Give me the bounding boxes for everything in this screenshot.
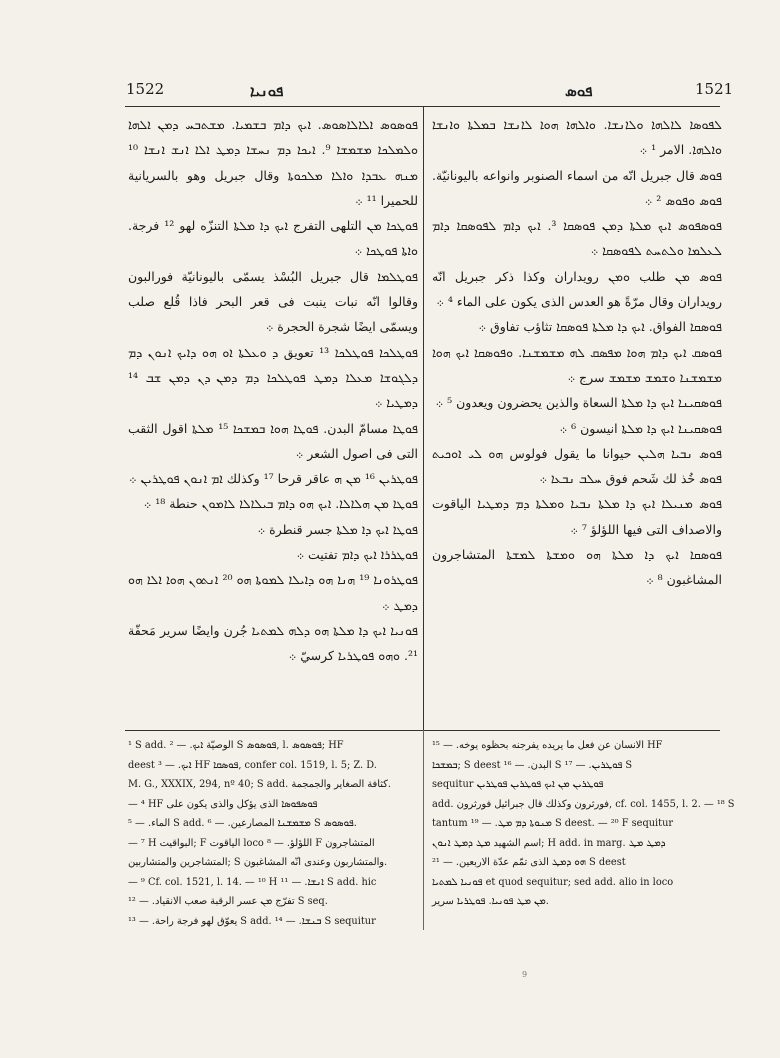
footnote-divider bbox=[423, 730, 424, 930]
entry: ܦܘܣܦܘܣ ܐܝܟ ܡܠܬܐ ܕܡܢ ܦܘܣܩܐ ³. ܐܝܟ ܕܐܡ ܠܦܘܣܩܐ ܕܐܡ ܠܥܠܡܐ ܘܠܬܚܬ ܠܦܘܣܩܐ ܀ bbox=[432, 218, 722, 259]
right-page-number: 1521 bbox=[695, 80, 734, 98]
entry: ܠܦܘܣܐ ܠܐܠܗܐ ܘܠܐܢܫܐ. ܘܐܠܗܐ ܗܘܐ ܠܐܢܫܐ ܒܡܠܬܐ ܘܐܢܫܐ ܘܐܠܗܐ. الامر ¹ ܀ bbox=[432, 117, 722, 158]
entry: ܦܘܣܩܐ الفواق. ܐܝܟ ܕܐ ܡܠܬܐ ܦܘܣܩܐ تثاؤب تفاوق ܀ bbox=[478, 319, 722, 335]
footnote-line: ¹ S add. الوصيّة ܐܝܟ. — ² S ܦܘܣܘܣ, l. ܦܘܣܘܣ; HF bbox=[128, 740, 344, 751]
footnote-line: add. فورثرون وكذلك قال جبرائيل فورثرون, cf. col. 1455, l. 2. — ¹⁸ S bbox=[432, 798, 735, 810]
footnote-line: ܗܘ ܕܡܛ الذى تمّم عدّة الاربعين. — ²¹ S deest bbox=[432, 857, 626, 868]
entry: ܦܘܣܩܝܢܐ ܐܝܟ ܕܐ ܡܠܬܐ انيسون ⁶ ܀ bbox=[559, 420, 722, 436]
entry: ܦܘܛܟܐ ܡܢ التلهى التفرج ܐܝܟ ܕܐ ܡܠܬܐ التنزّه لهو ¹² فرجة. ܘܐܬܐ ܦܘܛܟܐ ܀ bbox=[128, 218, 419, 259]
entry: ܦܘܛܐ ܡܢ ܗܠܐܠܐ. ܐܝܟ ܗܘ ܕܐܡ ܒܝܠܐܠܐ ܠܐܡܘܢ حنطة ¹⁸ ܀ bbox=[143, 496, 418, 512]
left-page-number: 1522 bbox=[126, 80, 165, 98]
footnotes-left bbox=[128, 736, 413, 931]
entry: ܦܘܛܐ مسامّ البدن. ܦܘܛܐ ܗܘܐ ܒܡܫܟܐ ¹⁵ ܡܠܬܐ اقول الثقب التى فى اصول الشعر ܀ bbox=[128, 420, 419, 461]
left-running-head: ܦܘܢܝܐ bbox=[250, 82, 284, 100]
footnote-line: الماء. — ⁵ S add. ܡܫܡܫܢܐ المصارعين. — ⁶ S ܦܘܣܘܣ. bbox=[128, 818, 357, 829]
footnote-line: الانسان عن فعل ما يريده يفرجنه بحظوه يوخه. — ¹⁵ HF bbox=[432, 740, 663, 751]
footnote-line: — ⁴ HF ܦܘܣܦܘܣܐ الذى يؤكل والذى يكون على bbox=[128, 798, 318, 810]
footnote-line: sequitur ܦܘܛܪܝܢ ܡܢ ܐܝܟ ܦܘܛܪܝܢ ܦܘܛܪܝܢ bbox=[432, 779, 604, 790]
footnote-line: tantum ܡܢܘܬܐ ܕܡ ܡܛ. — ¹⁹ S deest. — ²⁰ F sequitur bbox=[432, 818, 674, 829]
entry: ܦܘܣ ܢܒܝܐ ܗܠܝܢ حيوانا ما يقول فولوس ܗܘ ܠܝ ܐܘܟܝܬ ܦܘܣ خُذ لك شَحم فوق ܚܠܒ ܢܒܥܐ ܀ bbox=[432, 445, 722, 487]
left-column bbox=[128, 112, 418, 669]
footnote-line: اسم الشهيد ܡܛ ܕܡܛ ܐܢܘܢ; H add. in marg. ܕܡܛ ܡܛ bbox=[432, 837, 666, 849]
footnote-line: ܡܢ ܡܛ ܦܘܢܝܐ. ܦܘܛܪܝܐ سرير. bbox=[432, 896, 549, 907]
footnote-line: deest ܐܝܟ. — ³ HF ܦܘܣܩܐ, confer col. 1519, l. 5; Z. D. bbox=[128, 759, 377, 771]
entry: ܦܘܛܪܝܢ ¹⁶ ܡܢ ܗ عاقر قرحا ¹⁷ وكذلك ܐܡ ܐܢܘܢ ܦܘܛܪܝܢ ܀ bbox=[128, 471, 418, 487]
column-divider bbox=[423, 106, 424, 730]
entry: ܦܘܢܝܐ ܐܝܟ ܕܐ ܡܠܬܐ ܗܘ ܕܠܗ ܠܡܬܝܐ جُرن وايضًا سرير مَحفّة ²¹. ܘܗܘ ܦܘܛܪܝܐ كرسيّ ܀ bbox=[128, 622, 418, 664]
entry: ܦܘܣܩ ܐܝܟ ܕܐܡ ܗܘܐ ܡܦܣܩ ܠܗ ܡܫܡܫܢܐ. ܘܦܘܣܩܐ ܐܝܟ ܗܘܐ ܡܫܡܫܢܐ ܘܫܡܫ ܡܫܡܫ سرج ܀ bbox=[432, 344, 722, 385]
entry: ܦܘܛܪܪܐ ܐܝܟ ܕܐܡ تفتيت ܀ bbox=[296, 547, 418, 563]
entry: ܦܘܣ ܡܢܝܠܐ ܐܝܟ ܕܐ ܡܠܬܐ ܢܒܝܐ ܘܡܠܬܐ ܕܡ ܕܡܛܝܐ الياقوت والاصداف التى فيها اللؤلؤ ⁷ ܀ bbox=[432, 496, 722, 537]
footnote-line: يعوّق لهو فرجة راحة. — ¹³ S add. ܒܢܫܐ. — ¹⁴ S sequitur bbox=[128, 915, 376, 927]
entry: ܦܘܣܩܐ ܐܝܟ ܕܐ ܡܠܬܐ ܗܘ ܘܡܫܬܐ ܠܡܫܬܐ المتشاجرون المشاغبون ⁸ ܀ bbox=[432, 547, 722, 588]
entry: ܦܘܛܪܘܢܐ ¹⁹ ܗܢܐ ܗܘ ܕܐܝܠܐ ܠܡܘܬܐ ܗܘ ²⁰ ܐܢܬܘܢ ܗܘܐ ܐܠܐ ܗܘ ܕܡܛ ܀ bbox=[128, 572, 418, 613]
entry: ܦܘܛܐ ܐܝܟ ܕܐ ܡܠܬܐ جسر قنطرة ܀ bbox=[257, 521, 418, 537]
entry: ܦܘܣܩܝܢܐ ܐܝܟ ܕܐ ܡܠܬܐ السعاة والذين يحضرون ويعدون ⁵ ܀ bbox=[435, 395, 722, 411]
footnote-line: المتشاجرين والمتشاربين; S والمتشاربون وعندى انّه المشاغبون. bbox=[128, 857, 388, 868]
signature-mark: 9 bbox=[522, 970, 528, 979]
right-running-head: ܦܘܣ bbox=[565, 82, 593, 100]
footnote-line: ܦܘܢܝܐ ܠܡܬܝܐ et quod sequitur; sed add. alio in loco bbox=[432, 876, 674, 888]
entry: ܦܘܣܘܣ ܐܠܐܠܐܣܘܣ. ܐܝܟ ܕܐܡ ܒܫܡܝܐ. ܡܫܬܒܚ ܕܡܢ ܐܠܗܐ ܘܠܡܠܟܐ ܡܫܡܫܐ ⁹. ܐܝܟܐ ܕܡ ܢܚܫܐ ܕܡܛ ܐܠܐ ܐܢܫ ܐܢܫܐ ¹⁰ ܡܢܗ ܥܒܕܐ ܘܐܠܐ ܡܠܟܘܬܐ وقال جبريل وهو بالسريانية للحميرا ¹¹ ܀ bbox=[128, 117, 418, 208]
entry: ܦܘܛܠܡܐ قال جبريل البُسْذ يسمّى باليونانيّة فورالبون وقالوا انّه نبات ينبت فى قعر البحر فاذا قُلع صلب ويسمّى ايضًا شجرة الحجرة ܀ bbox=[128, 268, 418, 335]
footnotes-right bbox=[432, 736, 735, 912]
right-column bbox=[432, 112, 722, 593]
footnote-line: ܒܡܫܟܐ; S deest البدن. — ¹⁶ S ܦܘܛܪܝܢ. — ¹⁷ S bbox=[432, 759, 633, 771]
entry: ܦܘܛܠܟܐ ܦܘܛܠܟܐ ¹³ تعويق ܕ ܘܥܠܬܐ ܐܘ ܗܘ ܕܐܝܟ ܐܢܘܢ ܕܡ ܕܠܓܘܫܐ ܡܥܠܐ ܕܡܛ ܦܘܛܠܟܐ ܕܡ ܕܡܢ ܕܢ ܕܡܢ ܫܒ ¹⁴ ܕܡܛܝܐ ܀ bbox=[128, 344, 418, 411]
footnote-line: M. G., XXXIX, 294, nº 40; S add. كثافة الصغاير والجمجمة. bbox=[128, 779, 391, 790]
entry: ܦܘܣ ܡܢ طلب ܘܡܢ رويداران وكذا ذكر جبريل انّه رويداران وقال مرّةً هو العدس الذى يكون على الماء ⁴ ܀ bbox=[432, 268, 722, 310]
footnote-line: — ⁷ H البواقيت; F الياقوت loco اللؤلؤ. — ⁸ F المتشاجرون bbox=[128, 837, 375, 849]
footnote-line: — ⁹ Cf. col. 1521, l. 14. — ¹⁰ H ܐܢܫܐ. — ¹¹ S add. hic bbox=[128, 876, 377, 888]
footnote-line: تفرّج ܡܢ عسر الرقبة صعب الانقياد. — ¹² S seq. bbox=[128, 896, 328, 907]
entry: ܦܘܣ قال جبريل انّه من اسماء الصنوبر وانواعه باليونانيّة. ܦܘܣ ܘܦܘܣ ² ܀ bbox=[432, 167, 722, 208]
